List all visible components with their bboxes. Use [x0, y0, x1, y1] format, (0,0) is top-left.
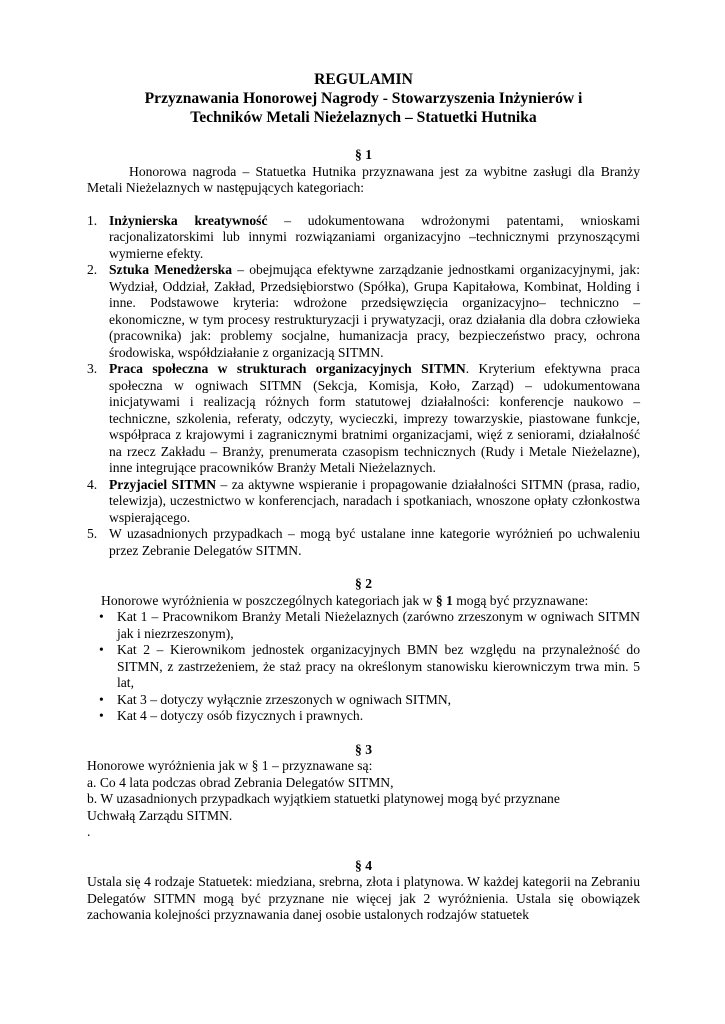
bullet-icon: • [99, 609, 104, 624]
section-3-dot: . [87, 824, 91, 839]
section-1-heading: § 1 [355, 147, 372, 162]
list-item: • Kat 3 – dotyczy wyłącznie zrzeszonych w ogniwach SITMN, [99, 691, 452, 707]
list-item: 5. W uzasadnionych przypadkach – mogą być ustalane inne kategorie wyróżnień po uchwaleniu przez Zebranie Delegatów SITMN. [87, 526, 640, 558]
section-3-line-b-cont: Uchwałą Zarządu SITMN. [87, 807, 233, 823]
bullet-icon: • [99, 708, 104, 723]
section-2-heading: § 2 [355, 576, 372, 591]
section-4-heading: § 4 [355, 857, 372, 873]
section-1-list [87, 213, 640, 560]
section-3-line-b: b. W uzasadnionych przypadkach wyjątkiem statuetki platynowej mogą być przyznane [87, 791, 560, 806]
list-item: • Kat 2 – Kierownikom jednostek organizacyjnych BMN bez względu na przynależność do SITMN, z zastrzeżeniem, że staż pracy na określonym stanowisku kierowniczym trwa min. 5 lat, [99, 642, 640, 690]
list-item: 3. Praca społeczna w strukturach organizacyjnych SITMN. Kryterium efektywna praca społeczna w ogniwach SITMN (Sekcja, Komisja, Koło, Zarząd) – udokumentowana inicjatywami i realizacją różnych form statutowej działalności: konferencje naukowo – techniczne, szkolenia, referaty, odczyty, wycieczki, imprezy towarzyskie, piastowane funkcje, współpraca z krajowymi i zagranicznymi bratnimi organizacjami, więź z seniorami, działalność na rzecz Zakładu – Branży, prenumerata czasopism technicznych (Rudy i Metale Nieżelazne), inne integrujące pracowników Branży Metali Nieżelaznych. [87, 361, 640, 475]
section-1-intro: Honorowa nagroda – Statuetka Hutnika przyznawana jest za wybitne zasługi dla Branży Metali Nieżelaznych w następujących kategoriach: [87, 163, 640, 195]
section-2-intro: Honorowe wyróżnienia w poszczególnych kategoriach jak w § 1 mogą być przyznawane: [101, 592, 589, 608]
list-item: • Kat 1 – Pracownikom Branży Metali Nieżelaznych (zarówno zrzeszonym w ogniwach SITMN jak i niezrzeszonym), [99, 609, 640, 641]
section-2-list [87, 609, 640, 725]
section-4-text: Ustala się 4 rodzaje Statuetek: miedziana, srebrna, złota i platynowa. W każdej kategorii na Zebraniu Delegatów SITMN mogą być przyznane nie więcej jak 2 wyróżnienia. Ustala się obowiązek zachowania kolejności przyznawania danej osobie ustalonych rodzajów statuetek [87, 874, 640, 922]
document-title [87, 70, 640, 127]
section-3-heading: § 3 [355, 741, 372, 757]
title-line-2: Przyznawania Honorowej Nagrody - Stowarzyszenia Inżynierów i [144, 90, 583, 107]
list-item: • Kat 4 – dotyczy osób fizycznych i prawnych. [99, 708, 364, 723]
bullet-icon: • [99, 642, 104, 657]
document-page [87, 70, 640, 924]
bullet-icon: • [99, 691, 104, 707]
list-item: 1. Inżynierska kreatywność – udokumentowana wdrożonymi patentami, wnioskami racjonalizatorskimi lub innymi rozwiązaniami organizacyjno –technicznymi przynoszącymi wymierne efekty. [87, 212, 640, 261]
title-line-1: REGULAMIN [314, 71, 413, 88]
list-item: 4. Przyjaciel SITMN – za aktywne wspieranie i propagowanie działalności SITMN (prasa, radio, telewizja), uczestnictwo w konferencjach, naradach i spotkaniach, wnoszone opłaty członkostwa wspierającego. [87, 476, 640, 525]
section-3-intro: Honorowe wyróżnienia jak w § 1 – przyznawane są: [87, 758, 373, 773]
title-line-3: Techników Metali Nieżelaznych – Statuetki Hutnika [190, 109, 537, 126]
list-item: 2. Sztuka Menedżerska – obejmująca efektywne zarządzanie jednostkami organizacyjnymi, jak: Wydział, Oddział, Zakład, Przedsiębiorstwo (Spółka), Grupa Kapitałowa, Kombinat, Holding i inne. Podstawowe kryteria: wdrożone przedsięwzięcia organizacyjno– techniczno – ekonomiczne, w tym procesy restrukturyzacji i prywatyzacji, oraz działania dla dobra człowieka (pracownika) jak: problemy socjalne, humanizacja pracy, bezpieczeństwo pracy, ochrona środowiska, współdziałanie z organizacją SITMN. [87, 262, 640, 360]
section-3-line-a: a. Co 4 lata podczas obrad Zebrania Delegatów SITMN, [87, 774, 394, 790]
